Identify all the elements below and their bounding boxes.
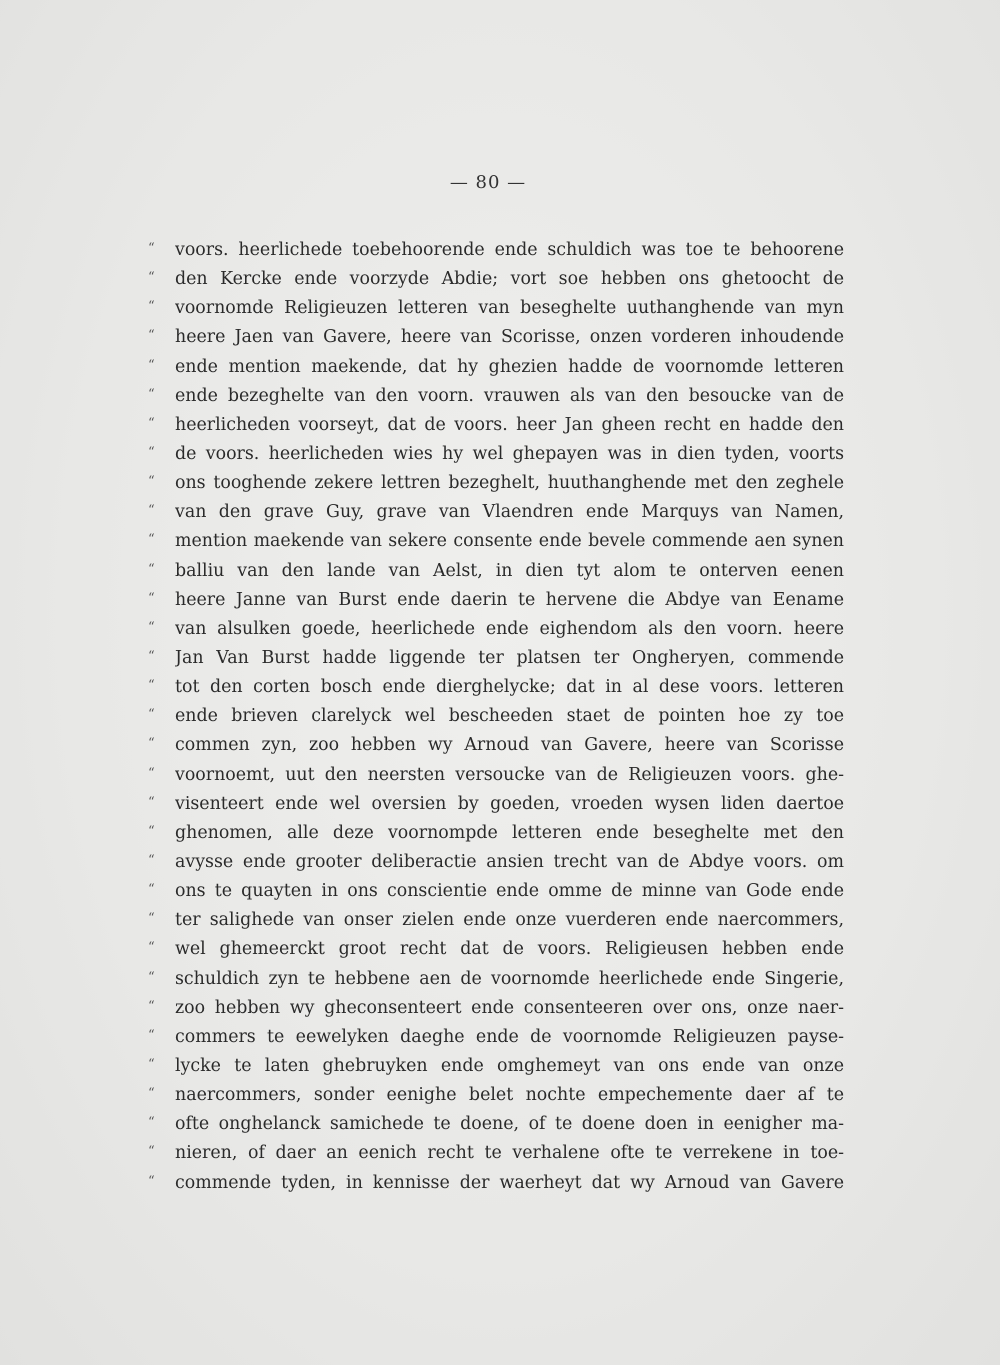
quote-mark: “ [148, 503, 155, 519]
text-line [148, 586, 844, 615]
line-text: commen zyn, zoo hebben wy Arnoud van Gavere, heere van Scorisse [175, 735, 844, 756]
line-text: Jan Van Burst hadde liggende ter platsen ter Ongheryen, commende [175, 647, 844, 668]
quote-mark: “ [148, 1027, 155, 1043]
quote-mark: “ [148, 648, 155, 664]
line-text: heere Jaen van Gavere, heere van Scorisse, onzen vorderen inhoudende [175, 327, 844, 348]
line-text: schuldich zyn te hebbene aen de voornomde heerlichede ende Singerie, [175, 968, 844, 989]
line-text: ghenomen, alle deze voornompde letteren ende beseghelte met den [175, 822, 844, 843]
quote-mark: “ [148, 1115, 155, 1131]
text-line [148, 761, 844, 790]
text-line [148, 236, 844, 265]
line-text: ter salighede van onser zielen ende onze vuerderen ende naercommers, [175, 910, 844, 931]
text-line [148, 557, 844, 586]
quote-mark: “ [148, 882, 155, 898]
text-line [148, 615, 844, 644]
quote-mark: “ [148, 299, 155, 315]
line-text: wel ghemeerckt groot recht dat de voors. Religieusen hebben ende [175, 939, 844, 960]
quote-mark: “ [148, 1144, 155, 1160]
line-text: heerlicheden voorseyt, dat de voors. heer Jan gheen recht en hadde den [175, 414, 844, 435]
quote-mark: “ [148, 998, 155, 1014]
text-line [148, 498, 844, 527]
line-text: tot den corten bosch ende dierghelycke; dat in al dese voors. letteren [175, 677, 844, 698]
quote-mark: “ [148, 444, 155, 460]
text-line [148, 411, 844, 440]
text-line [148, 265, 844, 294]
line-text: nieren, of daer an eenich recht te verhalene ofte te verrekene in toe- [175, 1143, 844, 1164]
line-text: zoo hebben wy gheconsenteert ende consenteeren over ons, onze naer- [175, 997, 844, 1018]
text-line [148, 382, 844, 411]
text-line [148, 935, 844, 964]
text-line [148, 469, 844, 498]
line-text: ons tooghende zekere lettren bezeghelt, huuthanghende met den zeghele [175, 473, 844, 494]
text-line [148, 644, 844, 673]
quote-mark: “ [148, 940, 155, 956]
text-line [148, 790, 844, 819]
quote-mark: “ [148, 1086, 155, 1102]
line-text: mention maekende van sekere consente ende bevele commende aen synen [175, 531, 844, 552]
text-line [148, 848, 844, 877]
text-line [148, 673, 844, 702]
line-text: ende bezeghelte van den voorn. vrauwen als van den besoucke van de [175, 385, 844, 406]
body-text [148, 236, 844, 1198]
line-text: ende mention maekende, dat hy ghezien hadde de voornomde letteren [175, 356, 844, 377]
text-line [148, 819, 844, 848]
text-line [148, 965, 844, 994]
page-number: — 80 — [449, 172, 527, 193]
line-text: ons te quayten in ons conscientie ende omme de minne van Gode ende [175, 881, 844, 902]
line-text: naercommers, sonder eenighe belet nochte empechemente daer af te [175, 1085, 844, 1106]
quote-mark: “ [148, 852, 155, 868]
text-line [148, 440, 844, 469]
text-line [148, 906, 844, 935]
line-text: voornoemt, uut den neersten versoucke van de Religieuzen voors. ghe- [175, 764, 844, 785]
text-line [148, 1023, 844, 1052]
quote-mark: “ [148, 823, 155, 839]
text-line [148, 294, 844, 323]
line-text: van alsulken goede, heerlichede ende eighendom als den voorn. heere [175, 618, 844, 639]
line-text: avysse ende grooter deliberactie ansien trecht van de Abdye voors. om [175, 851, 844, 872]
text-line [148, 1139, 844, 1168]
line-text: balliu van den lande van Aelst, in dien tyt alom te onterven eenen [175, 560, 844, 581]
line-text: de voors. heerlicheden wies hy wel ghepayen was in dien tyden, voorts [175, 443, 844, 464]
quote-mark: “ [148, 707, 155, 723]
line-text: heere Janne van Burst ende daerin te hervene die Abdye van Eename [175, 589, 844, 610]
text-line [148, 702, 844, 731]
quote-mark: “ [148, 969, 155, 985]
quote-mark: “ [148, 386, 155, 402]
line-text: lycke te laten ghebruyken ende omghemeyt van ons ende van onze [175, 1055, 844, 1076]
text-line [148, 323, 844, 352]
line-text: visenteert ende wel oversien by goeden, vroeden wysen liden daertoe [175, 793, 844, 814]
line-text: voornomde Religieuzen letteren van beseghelte uuthanghende van myn [175, 298, 844, 319]
line-text: ende brieven clarelyck wel bescheeden staet de pointen hoe zy toe [175, 706, 844, 727]
text-line [148, 1081, 844, 1110]
quote-mark: “ [148, 765, 155, 781]
line-text: voors. heerlichede toebehoorende ende schuldich was toe te behoorene [175, 240, 844, 260]
quote-mark: “ [148, 415, 155, 431]
text-line [148, 994, 844, 1023]
quote-mark: “ [148, 678, 155, 694]
text-line [148, 527, 844, 556]
quote-mark: “ [148, 474, 155, 490]
quote-mark: “ [148, 532, 155, 548]
line-text: commende tyden, in kennisse der waerheyt dat wy Arnoud van Gavere [175, 1172, 844, 1193]
quote-mark: “ [148, 794, 155, 810]
line-text: commers te eewelyken daeghe ende de voornomde Religieuzen payse- [175, 1026, 844, 1047]
line-text: van den grave Guy, grave van Vlaendren ende Marquys van Namen, [175, 502, 844, 523]
quote-mark: “ [148, 736, 155, 752]
quote-mark: “ [148, 590, 155, 606]
quote-mark: “ [148, 1056, 155, 1072]
quote-mark: “ [148, 270, 155, 286]
line-text: ofte onghelanck samichede te doene, of te doene doen in eenigher ma- [175, 1114, 844, 1135]
quote-mark: “ [148, 241, 155, 256]
text-line [148, 1052, 844, 1081]
quote-mark: “ [148, 619, 155, 635]
quote-mark: “ [148, 1173, 155, 1189]
line-text: den Kercke ende voorzyde Abdie; vort soe hebben ons ghetoocht de [175, 269, 844, 290]
quote-mark: “ [148, 328, 155, 344]
quote-mark: “ [148, 357, 155, 373]
text-line [148, 353, 844, 382]
text-line [148, 877, 844, 906]
quote-mark: “ [148, 561, 155, 577]
text-line [148, 1169, 844, 1198]
quote-mark: “ [148, 911, 155, 927]
text-line [148, 731, 844, 760]
text-line [148, 1110, 844, 1139]
